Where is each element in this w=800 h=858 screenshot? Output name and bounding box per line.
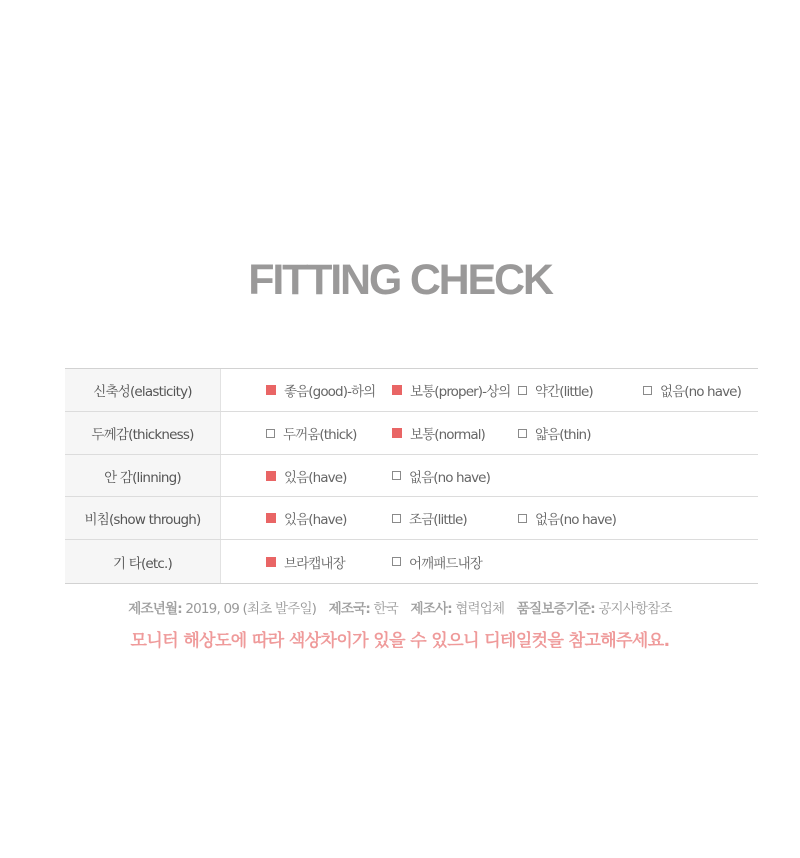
- option-label: 두꺼움(thick): [283, 427, 357, 443]
- option-have: [266, 497, 347, 539]
- row-linning: [65, 455, 758, 497]
- checked-box-icon: [266, 385, 276, 395]
- color-notice: 모니터 해상도에 따라 색상차이가 있을 수 있으니 디테일컷을 참고해주세요.: [130, 631, 670, 651]
- checked-box-icon: [266, 471, 276, 481]
- unchecked-box-icon: [643, 386, 652, 395]
- option-thin: [518, 412, 591, 454]
- row-show-through: [65, 497, 758, 540]
- unchecked-box-icon: [518, 429, 527, 438]
- row-label: 신축성(elasticity): [65, 369, 221, 411]
- page-title: FITTING CHECK: [248, 256, 552, 304]
- made-date-label: 제조년월:: [128, 601, 182, 617]
- option-label: 좋음(good)-하의: [284, 384, 376, 400]
- option-label: 없음(no have): [660, 384, 741, 400]
- country-value: 한국: [373, 601, 398, 617]
- option-label: 조금(little): [409, 512, 467, 528]
- option-label: 보통(proper)-상의: [410, 384, 511, 400]
- row-options: [221, 540, 758, 583]
- row-label: 안 감(linning): [65, 455, 221, 496]
- maker-label: 제조사:: [410, 601, 452, 617]
- option-have: [266, 455, 347, 496]
- option-thick: [266, 412, 357, 454]
- option-label: 없음(no have): [409, 469, 490, 486]
- warranty-value: 공지사항참조: [598, 601, 672, 617]
- maker-value: 협력업체: [455, 601, 505, 617]
- unchecked-box-icon: [518, 386, 527, 395]
- warranty-label: 품질보증기준:: [516, 601, 595, 617]
- option-shoulder-pad: [392, 540, 482, 583]
- fitting-check-table: [65, 368, 758, 584]
- row-label: 비침(show through): [65, 497, 221, 539]
- checked-box-icon: [392, 385, 402, 395]
- row-options: [221, 412, 758, 454]
- option-good: [266, 369, 375, 411]
- option-no-have: [518, 497, 616, 539]
- option-label: 보통(normal): [410, 427, 485, 443]
- unchecked-box-icon: [392, 471, 401, 480]
- row-elasticity: [65, 369, 758, 412]
- row-etc: [65, 540, 758, 584]
- unchecked-box-icon: [266, 429, 275, 438]
- option-proper: [392, 369, 510, 411]
- option-label: 없음(no have): [535, 512, 616, 528]
- option-label: 어깨패드내장: [409, 555, 482, 572]
- option-little: [518, 369, 593, 411]
- row-options: [221, 455, 758, 496]
- option-label: 얇음(thin): [535, 427, 591, 443]
- option-label: 있음(have): [284, 469, 347, 486]
- product-info-line: [0, 598, 800, 620]
- country-label: 제조국:: [328, 601, 370, 617]
- unchecked-box-icon: [518, 514, 527, 523]
- option-normal: [392, 412, 485, 454]
- option-no-have: [643, 369, 741, 411]
- option-bra-cup: [266, 540, 345, 583]
- unchecked-box-icon: [392, 514, 401, 523]
- row-thickness: [65, 412, 758, 455]
- option-label: 약간(little): [535, 384, 593, 400]
- row-label: 두께감(thickness): [65, 412, 221, 454]
- unchecked-box-icon: [392, 557, 401, 566]
- option-little: [392, 497, 467, 539]
- checked-box-icon: [266, 557, 276, 567]
- row-options: [221, 369, 758, 411]
- option-no-have: [392, 455, 490, 496]
- option-label: 있음(have): [284, 512, 347, 528]
- row-label: 기 타(etc.): [65, 540, 221, 583]
- checked-box-icon: [266, 513, 276, 523]
- option-label: 브라캡내장: [284, 555, 345, 572]
- checked-box-icon: [392, 428, 402, 438]
- row-options: [221, 497, 758, 539]
- made-date-value: 2019, 09 (최초 발주일): [185, 601, 317, 617]
